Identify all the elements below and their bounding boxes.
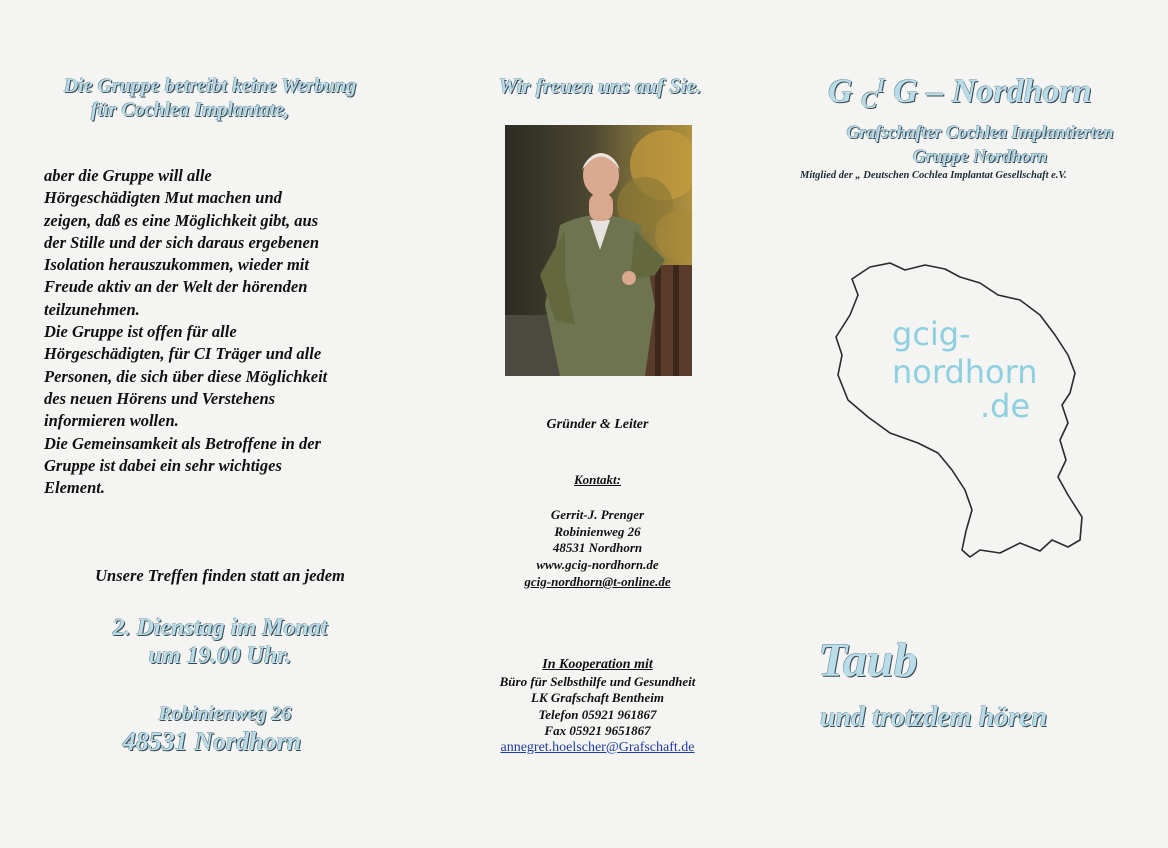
left-body-line: informieren wollen. <box>44 411 179 431</box>
left-body-line: Die Gruppe ist offen für alle <box>44 322 237 342</box>
left-body-line: teilzunehmen. <box>44 299 140 319</box>
title-g1: G <box>828 73 853 110</box>
meeting-day <box>30 614 410 670</box>
coop-email-link[interactable]: annegret.hoelscher@Grafschaft.de <box>500 739 695 755</box>
left-body-line: Hörgeschädigten Mut machen und <box>44 188 282 208</box>
left-heading-line1: Die Gruppe betreibt keine Werbung <box>63 75 357 97</box>
map-text-line3: .de <box>980 387 1031 425</box>
map-text-line2: nordhorn <box>892 353 1038 391</box>
left-body-line: Element. <box>44 478 105 498</box>
left-body-line: Gruppe ist dabei ein sehr wichtiges <box>44 455 282 475</box>
left-body-line: Die Gemeinsamkeit als Betroffene in der <box>44 433 321 453</box>
county-map <box>830 255 1090 565</box>
left-body-line: des neuen Hörens und Verstehens <box>44 388 276 408</box>
left-body-line: Freude aktiv an der Welt der hörenden <box>44 277 308 297</box>
contact-block <box>440 472 755 591</box>
left-body-line: Hörgeschädigten, für CI Träger und alle <box>44 344 322 364</box>
contact-heading: Kontakt: <box>574 472 621 487</box>
coop-heading: In Kooperation mit <box>542 657 653 672</box>
contact-street: Robinienweg 26 <box>554 523 641 539</box>
contact-name: Gerrit-J. Prenger <box>550 506 645 522</box>
subtitle-line2: Gruppe Nordhorn <box>912 146 1048 166</box>
founder-photo <box>505 125 692 376</box>
left-street: Robinienweg 26 <box>158 703 292 725</box>
coop-phone: Telefon 05921 961867 <box>538 706 657 722</box>
title-rest: G – Nordhorn <box>893 73 1092 110</box>
left-body-line: zeigen, daß es eine Möglichkeit gibt, aus <box>44 210 319 230</box>
founder-photo-image <box>505 125 692 376</box>
photo-caption: Gründer & Leiter <box>546 417 649 432</box>
group-title <box>828 70 1148 118</box>
title-c: C <box>861 88 878 114</box>
map-domain-text <box>892 317 1062 423</box>
left-body-line: Isolation herauszukommen, wieder mit <box>44 255 309 275</box>
slogan-small: und trotzdem hören <box>820 702 1048 733</box>
coop-org: Büro für Selbsthilfe und Gesundheit <box>499 673 696 689</box>
left-city: 48531 Nordhorn <box>122 727 302 756</box>
cooperation-block <box>440 657 755 756</box>
map-text-line1: gcig- <box>892 315 971 353</box>
left-body-text <box>44 165 404 499</box>
slogan-big: Taub <box>818 634 918 687</box>
left-body-line: Personen, die sich über diese Möglichkeit <box>44 366 328 386</box>
meetings-intro: Unsere Treffen finden statt an jedem <box>95 566 345 585</box>
contact-web-link[interactable]: www.gcig-nordhorn.de <box>536 557 659 573</box>
contact-city: 48531 Nordhorn <box>552 540 643 556</box>
group-subtitle <box>800 120 1160 168</box>
title-i: I <box>877 75 885 97</box>
meeting-day-text: 2. Dienstag im Monat <box>112 615 328 641</box>
member-line: Mitglied der „ Deutschen Cochlea Implantat Gesellschaft e.V. <box>800 170 1067 181</box>
subtitle-line1: Grafschafter Cochlea Implantierten <box>846 122 1114 142</box>
coop-org2: LK Grafschaft Bentheim <box>531 690 664 705</box>
left-body-line: der Stille und der sich daraus ergebenen <box>44 232 320 252</box>
meeting-time-text: um 19.00 Uhr. <box>148 643 292 669</box>
left-heading-line2: für Cochlea Implantate, <box>90 99 290 121</box>
welcome-text: Wir freuen uns auf Sie. <box>498 74 702 98</box>
left-body-line: aber die Gruppe will alle <box>44 166 212 185</box>
contact-email-link[interactable]: gcig-nordhorn@t-online.de <box>524 573 671 589</box>
left-heading <box>30 74 390 122</box>
coop-fax: Fax 05921 9651867 <box>544 723 651 738</box>
left-address <box>30 702 420 758</box>
